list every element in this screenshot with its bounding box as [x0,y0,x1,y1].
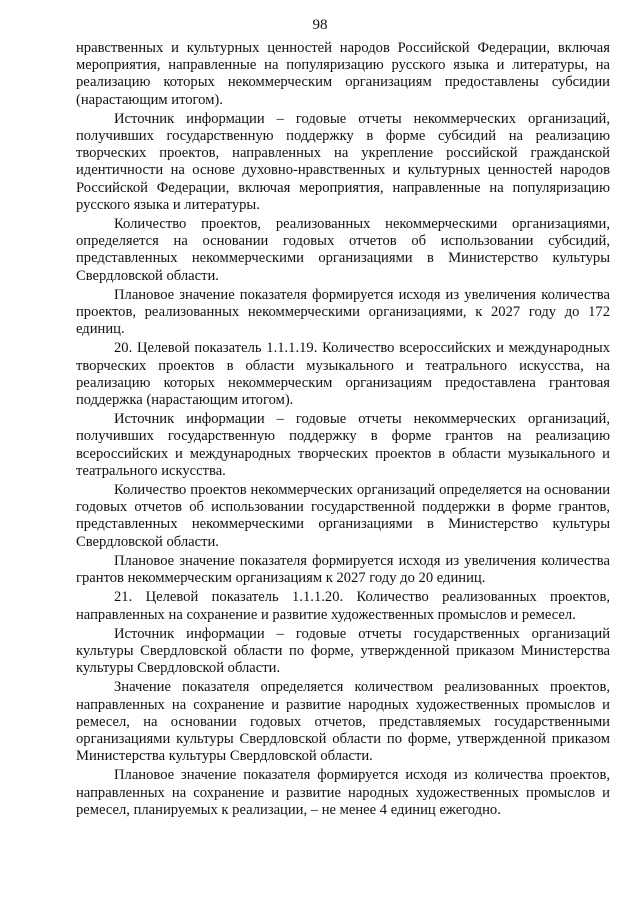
paragraph: Источник информации – годовые отчеты некоммерческих организаций, получивших государственную поддержку в форме субсидий на реализацию творческих проектов, направленных на укрепление российской гражданской идентичности на основе духовно-нравственных и культурных ценностей народов Российской Федерации, включая мероприятия, направленные на популяризацию русского языка и литературы. [76,110,610,213]
paragraph: Количество проектов некоммерческих организаций определяется на основании годовых отчетов об использовании государственной поддержки в форме грантов, представленных некоммерческими организациями в Министерство культуры Свердловской области. [76,482,610,550]
paragraph: 20. Целевой показатель 1.1.1.19. Количество всероссийских и международных творческих проектов в области музыкального и театрального искусства, на реализацию которых некоммерческим организациям предоставлена грантовая поддержка (нарастающим итогом). [76,340,610,409]
paragraph: 21. Целевой показатель 1.1.1.20. Количество реализованных проектов, направленных на сохранение и развитие художественных промыслов и ремесел. [76,589,610,623]
paragraph: нравственных и культурных ценностей народов Российской Федерации, включая мероприятия, направленные на популяризацию русского языка и литературы, на реализацию которых некоммерческим организациям предоставлены субсидии (нарастающим итогом). [76,40,610,108]
paragraph: Плановое значение показателя формируется исходя из увеличения количества грантов некоммерческим организациям к 2027 году до 20 единиц. [76,552,610,587]
body-text [76,40,610,821]
paragraph: Количество проектов, реализованных некоммерческими организациями, определяется на основании годовых отчетов об использовании субсидий, представленных некоммерческими организациями в Министерство культуры Свердловской области. [76,216,610,284]
paragraph: Значение показателя определяется количеством реализованных проектов, направленных на сохранение и развитие народных художественных промыслов и ремесел, на основании годовых отчетов, представляемых государственными организациями культуры Свердловской области по форме, утвержденной приказом Министерства культуры Свердловской области. [76,679,610,765]
paragraph: Плановое значение показателя формируется исходя из увеличения количества проектов, реализованных некоммерческими организациями, к 2027 году до 172 единиц. [76,286,610,338]
paragraph: Плановое значение показателя формируется исходя из количества проектов, направленных на сохранение и развитие народных художественных промыслов и ремесел, планируемых к реализации, – не менее 4 единиц ежегодно. [76,767,610,818]
paragraph: Источник информации – годовые отчеты государственных организаций культуры Свердловской области по форме, утвержденной приказом Министерства культуры Свердловской области. [76,625,610,677]
paragraph: Источник информации – годовые отчеты некоммерческих организаций, получивших государственную поддержку в форме грантов на реализацию всероссийских и международных творческих проектов в области музыкального и театрального искусства. [76,411,610,479]
page-number: 98 [312,17,328,33]
